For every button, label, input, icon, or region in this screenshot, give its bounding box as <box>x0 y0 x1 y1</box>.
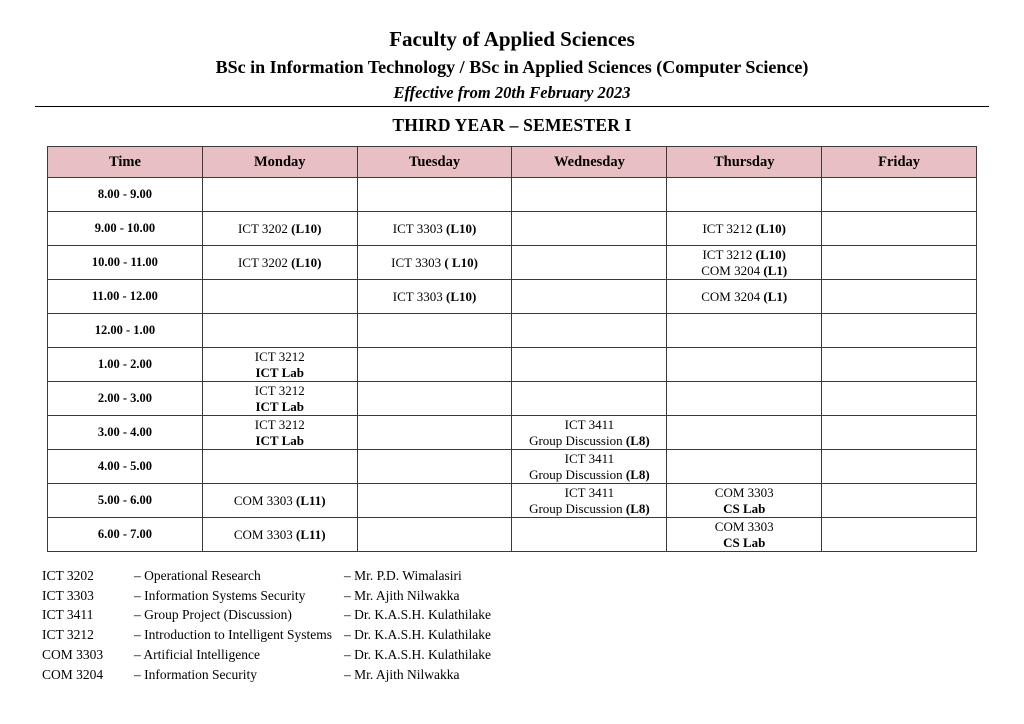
slot-line-1: ICT 3212 (L10) <box>702 220 786 236</box>
time-cell: 4.00 - 5.00 <box>48 450 203 484</box>
class-slot <box>667 178 822 212</box>
column-header-friday: Friday <box>822 147 977 178</box>
class-slot <box>822 518 977 552</box>
table-row <box>48 382 977 416</box>
class-slot <box>512 382 667 416</box>
legend-lecturer: – Mr. Ajith Nilwakka <box>344 587 460 603</box>
legend-row <box>42 625 986 645</box>
class-slot <box>667 280 822 314</box>
legend-row <box>42 605 986 625</box>
slot-line-1: COM 3303 <box>714 485 774 501</box>
class-slot <box>512 450 667 484</box>
slot-line-1: ICT 3212 <box>254 349 305 365</box>
slot-line-2: ICT Lab <box>255 398 305 414</box>
class-slot <box>512 246 667 280</box>
slot-line-2: Group Discussion (L8) <box>529 500 650 516</box>
class-slot <box>822 382 977 416</box>
time-cell: 10.00 - 11.00 <box>48 246 203 280</box>
time-cell: 2.00 - 3.00 <box>48 382 203 416</box>
class-slot <box>357 178 512 212</box>
slot-line-1: COM 3303 <box>714 519 774 535</box>
class-slot <box>822 314 977 348</box>
class-slot <box>512 348 667 382</box>
class-slot <box>822 178 977 212</box>
slot-line-1: ICT 3202 (L10) <box>237 254 322 270</box>
class-slot <box>512 178 667 212</box>
class-slot <box>822 416 977 450</box>
class-slot <box>202 348 357 382</box>
document-header <box>38 26 986 136</box>
class-slot <box>822 246 977 280</box>
class-slot <box>357 484 512 518</box>
legend-row <box>42 665 986 685</box>
class-slot <box>822 484 977 518</box>
class-slot <box>822 450 977 484</box>
table-row <box>48 178 977 212</box>
class-slot <box>822 280 977 314</box>
class-slot <box>202 518 357 552</box>
programme-title: BSc in Information Technology / BSc in Applied Sciences (Computer Science) <box>215 57 809 78</box>
slot-line-1: ICT 3411 <box>564 485 615 501</box>
class-slot <box>357 246 512 280</box>
slot-line-1: ICT 3411 <box>564 417 615 433</box>
class-slot <box>512 280 667 314</box>
column-header-monday: Monday <box>202 147 357 178</box>
legend-course-code: COM 3303 <box>42 646 104 662</box>
class-slot <box>202 212 357 246</box>
class-slot <box>202 382 357 416</box>
table-row <box>48 484 977 518</box>
legend-lecturer: – Dr. K.A.S.H. Kulathilake <box>344 646 491 662</box>
legend-lecturer: – Dr. K.A.S.H. Kulathilake <box>344 607 491 623</box>
table-header-row <box>48 147 977 178</box>
legend-course-code: ICT 3212 <box>42 627 94 643</box>
legend-lecturer: – Mr. Ajith Nilwakka <box>344 666 460 682</box>
class-slot <box>667 246 822 280</box>
slot-line-1: ICT 3303 ( L10) <box>391 254 478 270</box>
legend-course-code: COM 3204 <box>42 666 104 682</box>
class-slot <box>202 314 357 348</box>
column-header-time: Time <box>48 147 203 178</box>
class-slot <box>202 246 357 280</box>
slot-line-1: ICT 3202 (L10) <box>237 220 322 236</box>
time-cell: 3.00 - 4.00 <box>48 416 203 450</box>
legend-course-name: – Information Systems Security <box>134 587 306 603</box>
class-slot <box>512 416 667 450</box>
table-row <box>48 212 977 246</box>
time-cell: 1.00 - 2.00 <box>48 348 203 382</box>
class-slot <box>357 348 512 382</box>
slot-line-2: CS Lab <box>723 534 766 550</box>
class-slot <box>357 416 512 450</box>
legend-row <box>42 566 986 586</box>
table-row <box>48 280 977 314</box>
class-slot <box>667 484 822 518</box>
slot-line-2: Group Discussion (L8) <box>529 432 650 448</box>
column-header-wednesday: Wednesday <box>512 147 667 178</box>
class-slot <box>667 314 822 348</box>
legend-row <box>42 645 986 665</box>
time-cell: 6.00 - 7.00 <box>48 518 203 552</box>
class-slot <box>667 518 822 552</box>
slot-line-1: ICT 3212 <box>254 383 305 399</box>
legend-course-code: ICT 3411 <box>42 607 94 623</box>
time-cell: 12.00 - 1.00 <box>48 314 203 348</box>
class-slot <box>667 382 822 416</box>
class-slot <box>822 212 977 246</box>
slot-line-1: ICT 3212 <box>254 417 305 433</box>
column-header-thursday: Thursday <box>667 147 822 178</box>
faculty-title: Faculty of Applied Sciences <box>389 27 635 51</box>
class-slot <box>512 212 667 246</box>
legend-lecturer: – Dr. K.A.S.H. Kulathilake <box>344 627 491 643</box>
slot-line-1: ICT 3411 <box>564 451 615 467</box>
class-slot <box>357 280 512 314</box>
class-slot <box>512 518 667 552</box>
time-cell: 9.00 - 10.00 <box>48 212 203 246</box>
class-slot <box>202 280 357 314</box>
header-divider <box>35 106 989 107</box>
legend-lecturer: – Mr. P.D. Wimalasiri <box>344 568 462 584</box>
class-slot <box>202 416 357 450</box>
class-slot <box>667 212 822 246</box>
slot-line-2: ICT Lab <box>255 432 305 448</box>
legend-course-name: – Operational Research <box>134 568 261 584</box>
class-slot <box>667 450 822 484</box>
class-slot <box>357 314 512 348</box>
class-slot <box>357 382 512 416</box>
class-slot <box>822 348 977 382</box>
semester-title: THIRD YEAR – SEMESTER I <box>392 115 632 136</box>
class-slot <box>512 314 667 348</box>
slot-line-1: COM 3303 (L11) <box>233 492 326 508</box>
class-slot <box>202 484 357 518</box>
time-cell: 5.00 - 6.00 <box>48 484 203 518</box>
table-row <box>48 246 977 280</box>
class-slot <box>667 348 822 382</box>
legend-row <box>42 586 986 606</box>
class-slot <box>357 450 512 484</box>
slot-line-1: ICT 3303 (L10) <box>392 220 477 236</box>
column-header-tuesday: Tuesday <box>357 147 512 178</box>
legend-course-name: – Information Security <box>134 666 257 682</box>
legend-course-name: – Introduction to Intelligent Systems <box>134 627 332 643</box>
slot-line-2: Group Discussion (L8) <box>529 466 650 482</box>
slot-line-1: COM 3303 (L11) <box>233 526 326 542</box>
timetable <box>47 146 977 552</box>
legend-course-code: ICT 3202 <box>42 568 94 584</box>
slot-line-1: ICT 3212 (L10) <box>702 247 786 263</box>
class-slot <box>357 518 512 552</box>
class-slot <box>202 450 357 484</box>
course-legend <box>42 566 986 684</box>
slot-line-2: ICT Lab <box>255 364 305 380</box>
class-slot <box>512 484 667 518</box>
legend-course-name: – Group Project (Discussion) <box>134 607 292 623</box>
table-row <box>48 416 977 450</box>
slot-line-1: COM 3204 (L1) <box>701 288 788 304</box>
slot-line-2: COM 3204 (L1) <box>701 262 788 278</box>
effective-date: Effective from 20th February 2023 <box>393 82 631 102</box>
time-cell: 11.00 - 12.00 <box>48 280 203 314</box>
timetable-body <box>48 178 977 552</box>
table-row <box>48 518 977 552</box>
legend-course-name: – Artificial Intelligence <box>134 646 260 662</box>
class-slot <box>357 212 512 246</box>
class-slot <box>667 416 822 450</box>
table-row <box>48 348 977 382</box>
table-row <box>48 450 977 484</box>
slot-line-1: ICT 3303 (L10) <box>392 288 477 304</box>
class-slot <box>202 178 357 212</box>
time-cell: 8.00 - 9.00 <box>48 178 203 212</box>
table-row <box>48 314 977 348</box>
legend-course-code: ICT 3303 <box>42 587 94 603</box>
slot-line-2: CS Lab <box>723 500 766 516</box>
